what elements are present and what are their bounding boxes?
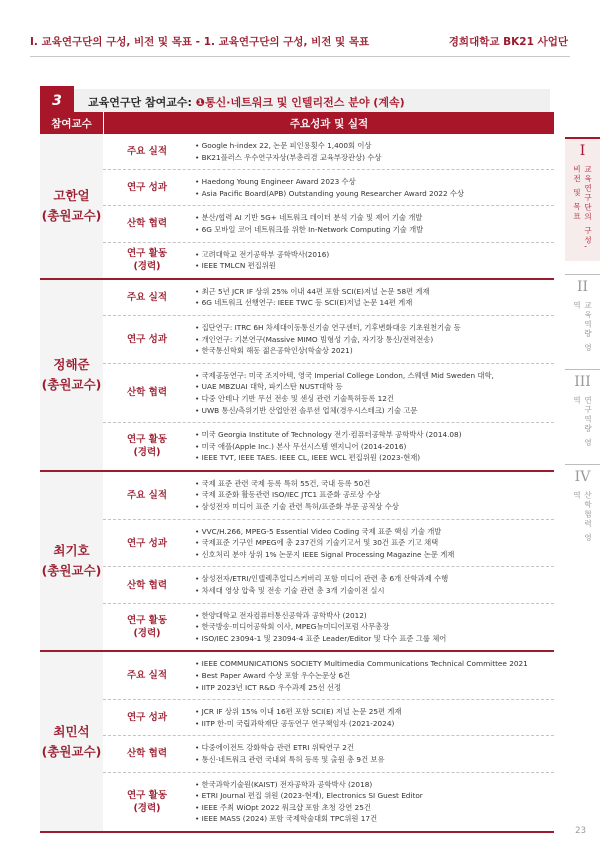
- professor-role: (총원교수): [41, 376, 102, 392]
- professor-block: [40, 280, 554, 472]
- achievement-row: [103, 520, 554, 568]
- list-item: • 국제 표준화 활동관련 ISO/IEC JTC1 표준화 공로상 수상: [195, 489, 554, 501]
- achievement-list: [191, 280, 554, 315]
- chapter-tab-label: 산학협력 영역: [572, 491, 593, 543]
- professor-block: [40, 652, 554, 833]
- list-item: • 개인연구: 기본연구(Massive MIMO 빔형성 기술, 자기장 통신/전력전송): [195, 334, 554, 346]
- achievement-list: [191, 700, 554, 735]
- list-item: • 6G 모바일 코어 네트워크를 위한 In-Network Computing 기술 개발: [195, 224, 554, 236]
- header-breadcrumb: I. 교육연구단의 구성, 비전 및 목표 - 1. 교육연구단의 구성, 비전 및 목표: [30, 36, 370, 48]
- section-title: [88, 94, 405, 110]
- list-item: • 6G 네트워크 선행연구: IEEE TWC 등 SCI(E)저널 논문 14편 게재: [195, 297, 554, 309]
- chapter-tab-number: IV: [574, 469, 591, 485]
- list-item: • 다중 안테나 기반 무선 전송 및 센싱 관련 기술특허등록 12건: [195, 393, 554, 405]
- list-item: • 미국 애플(Apple Inc.) 본사 무선시스템 엔지니어 (2014-2016): [195, 441, 554, 453]
- list-item: • 고려대학교 전기공학부 공학박사(2016): [195, 249, 554, 261]
- chapter-tab-number: II: [576, 279, 589, 295]
- professor-role: (총원교수): [41, 563, 102, 579]
- achievement-row: [103, 567, 554, 603]
- list-item: • 최근 5년 JCR IF 상위 25% 이내 44편 포함 SCI(E)저널 논문 58편 게재: [195, 286, 554, 298]
- category-label: 연구 성과: [126, 537, 167, 549]
- list-item: • BK21플러스 우수연구자상(부총리겸 교육부장관상) 수상: [195, 152, 554, 164]
- professor-name-cell: [40, 280, 103, 470]
- professor-name-cell: [40, 472, 103, 651]
- achievement-list: [191, 316, 554, 363]
- list-item: • 집단연구: ITRC 6H 차세대이동통신기술 연구센터, 기후변화대응 기초원천기술 등: [195, 322, 554, 334]
- list-item: • 신호처리 분야 상위 1% 논문지 IEEE Signal Processing Magazine 논문 게재: [195, 549, 554, 561]
- category-label: 연구 성과: [126, 182, 167, 194]
- list-item: • 국제표준 기구인 MPEG에 총 237건의 기술기고서 및 30건 표준 기고 채택: [195, 537, 554, 549]
- achievement-row: [103, 243, 554, 278]
- list-item: • IEEE COMMUNICATIONS SOCIETY Multimedia Communications Technical Committee 2021: [195, 658, 554, 670]
- list-item: • 국제 표준 관련 국제 등록 특허 55건, 국내 등록 50건: [195, 478, 554, 490]
- achievement-list: [191, 472, 554, 519]
- chapter-tab-1[interactable]: [565, 137, 600, 261]
- achievement-row: [103, 604, 554, 651]
- chapter-tab-4[interactable]: [565, 464, 600, 552]
- list-item: • IITP 한-미 국립과학재단 공동연구 연구책임자 (2021-2024): [195, 718, 554, 730]
- professor-table: [40, 112, 554, 833]
- professor-role: (총원교수): [41, 207, 102, 223]
- category-label: 연구 성과: [126, 712, 167, 724]
- achievement-row: [103, 652, 554, 700]
- list-item: • IEEE 주최 WiOpt 2022 워크샵 포함 초청 강연 25건: [195, 802, 554, 814]
- list-item: • Google h-index 22, 논문 피인용횟수 1,400회 이상: [195, 140, 554, 152]
- achievement-category: [103, 364, 191, 422]
- category-label: (경력): [133, 447, 161, 459]
- list-item: • 한국과학기술원(KAIST) 전자공학과 공학박사 (2018): [195, 779, 554, 791]
- chapter-tab-number: III: [574, 374, 591, 390]
- achievement-category: [103, 652, 191, 699]
- achievement-category: [103, 134, 191, 169]
- achievement-list: [191, 567, 554, 602]
- column-header-achievements: 주요성과 및 실적: [103, 112, 554, 134]
- header-divider: [30, 56, 570, 57]
- achievement-category: [103, 280, 191, 315]
- header-organization: 경희대학교 BK21 사업단: [448, 36, 568, 48]
- achievement-category: [103, 736, 191, 771]
- category-label: 산학 협력: [126, 748, 167, 760]
- achievement-category: [103, 316, 191, 363]
- category-label: 산학 협력: [126, 218, 167, 230]
- professor-name: 최민석: [53, 723, 90, 739]
- achievement-category: [103, 472, 191, 519]
- list-item: • 차세대 영상 압축 및 전송 기술 관련 총 3개 기술이전 실시: [195, 585, 554, 597]
- page-number: 23: [575, 826, 586, 836]
- category-label: (경력): [133, 628, 161, 640]
- category-label: 연구 성과: [126, 333, 167, 345]
- category-label: 연구 활동: [126, 248, 167, 260]
- achievement-list: [191, 206, 554, 241]
- section-title-highlight: ❶통신·네트워크 및 인텔리전스 분야 (계속): [195, 96, 405, 109]
- achievement-list: [191, 604, 554, 651]
- table-header: [40, 112, 554, 134]
- achievement-category: [103, 243, 191, 278]
- achievement-list: [191, 736, 554, 771]
- list-item: • 다중에이전트 강화학습 관련 ETRI 위탁연구 2건: [195, 742, 554, 754]
- professor-block: [40, 472, 554, 653]
- category-label: 주요 실적: [126, 146, 167, 158]
- category-label: (경력): [133, 802, 161, 814]
- achievement-category: [103, 567, 191, 602]
- achievement-row: [103, 134, 554, 170]
- chapter-tab-label: 교육역량 영역: [572, 301, 593, 353]
- achievement-category: [103, 423, 191, 470]
- chapter-tab-number: I: [579, 143, 586, 159]
- achievement-category: [103, 700, 191, 735]
- achievement-row: [103, 700, 554, 736]
- list-item: • 한국방송·미디어공학회 이사, MPEG뉴미디어포럼 사무총장: [195, 621, 554, 633]
- category-label: 산학 협력: [126, 387, 167, 399]
- list-item: • Best Paper Award 수상 포함 우수논문상 6건: [195, 670, 554, 682]
- list-item: • JCR IF 상위 15% 이내 16편 포함 SCI(E) 저널 논문 25편 게재: [195, 706, 554, 718]
- achievement-row: [103, 773, 554, 831]
- list-item: • Asia Pacific Board(APB) Outstanding young Researcher Award 2022 수상: [195, 188, 554, 200]
- category-label: (경력): [133, 261, 161, 273]
- achievement-category: [103, 170, 191, 205]
- professor-name: 최기호: [53, 543, 90, 559]
- achievement-list: [191, 652, 554, 699]
- achievement-list: [191, 243, 554, 278]
- achievement-row: [103, 316, 554, 364]
- list-item: • UAE MBZUAI 대학, 파키스탄 NUST대학 등: [195, 381, 554, 393]
- list-item: • IEEE MASS (2024) 포함 국제학술대회 TPC위원 17건: [195, 813, 554, 825]
- category-label: 주요 실적: [126, 291, 167, 303]
- achievement-list: [191, 364, 554, 422]
- achievement-row: [103, 364, 554, 423]
- achievement-list: [191, 773, 554, 831]
- list-item: • 삼성전자/ETRI/인텔렉추얼디스커버리 포함 미디어 관련 총 6개 산학과제 수행: [195, 573, 554, 585]
- list-item: • 분산/협력 AI 기반 5G+ 네트워크 데이터 분석 기술 및 제어 기술 개발: [195, 212, 554, 224]
- list-item: • 한국통신학회 해동 젊은공학인상(학술상 2021): [195, 345, 554, 357]
- chapter-tab-label: 교육연구단의 구성, 비전 및 목표: [572, 165, 593, 250]
- achievement-category: [103, 773, 191, 831]
- category-label: 연구 활동: [126, 434, 167, 446]
- achievement-list: [191, 520, 554, 567]
- column-header-professor: 참여교수: [51, 117, 92, 130]
- achievement-category: [103, 206, 191, 241]
- achievement-category: [103, 520, 191, 567]
- list-item: • IEEE TVT, IEEE TAES. IEEE CL, IEEE WCL 편집위원 (2023-현재): [195, 452, 554, 464]
- list-item: • 삼성전자 미디어 표준 기술 관련 특허/표준화 부문 공적상 수상: [195, 501, 554, 513]
- section-title-prefix: 교육연구단 참여교수:: [88, 96, 192, 109]
- category-label: 주요 실적: [126, 489, 167, 501]
- achievement-row: [103, 736, 554, 772]
- list-item: • IITP 2023년 ICT R&D 우수과제 25선 선정: [195, 682, 554, 694]
- achievement-row: [103, 170, 554, 206]
- category-label: 연구 활동: [126, 615, 167, 627]
- category-label: 연구 활동: [126, 789, 167, 801]
- achievement-row: [103, 206, 554, 242]
- category-label: 산학 협력: [126, 579, 167, 591]
- achievement-row: [103, 280, 554, 316]
- list-item: • VVC/H.266, MPEG-5 Essential Video Coding 국제 표준 핵심 기술 개발: [195, 526, 554, 538]
- achievement-row: [103, 423, 554, 470]
- list-item: • 미국 Georgia Institute of Technology 전기·컴퓨터공학부 공학박사 (2014.08): [195, 429, 554, 441]
- chapter-tab-label: 연구역량 영역: [572, 396, 593, 448]
- list-item: • 통신·네트워크 관련 국내외 특허 등록 및 출원 총 9건 보유: [195, 754, 554, 766]
- list-item: • IEEE TMLCN 편집위원: [195, 260, 554, 272]
- professor-role: (총원교수): [41, 743, 102, 759]
- professor-block: [40, 134, 554, 280]
- professor-name: 고한얼: [53, 187, 90, 203]
- professor-name-cell: [40, 134, 103, 278]
- achievement-list: [191, 170, 554, 205]
- list-item: • 국제공동연구: 미국 조지아텍, 영국 Imperial College London, 스웨덴 Mid Sweden 대학,: [195, 370, 554, 382]
- achievement-category: [103, 604, 191, 651]
- chapter-tab-2[interactable]: [565, 274, 600, 362]
- category-label: 주요 실적: [126, 670, 167, 682]
- list-item: • ISO/IEC 23094-1 및 23094-4 표준 Leader/Editor 및 다수 표준 그룹 체어: [195, 633, 554, 645]
- professor-name-cell: [40, 652, 103, 831]
- achievement-list: [191, 423, 554, 470]
- list-item: • ETRI Journal 편집 위원 (2023-현재), Electronics SI Guest Editor: [195, 790, 554, 802]
- chapter-tab-3[interactable]: [565, 369, 600, 457]
- achievement-list: [191, 134, 554, 169]
- list-item: • 한양대학교 전자컴퓨터통신공학과 공학박사 (2012): [195, 610, 554, 622]
- list-item: • Haedong Young Engineer Award 2023 수상: [195, 176, 554, 188]
- section-number-badge: 3: [40, 86, 74, 115]
- professor-table-body: [40, 134, 554, 833]
- list-item: • UWB 통신/측위기반 산업안전 솔루션 업체(경우시스테크) 기술 고문: [195, 405, 554, 417]
- professor-name: 정해준: [53, 356, 90, 372]
- achievement-row: [103, 472, 554, 520]
